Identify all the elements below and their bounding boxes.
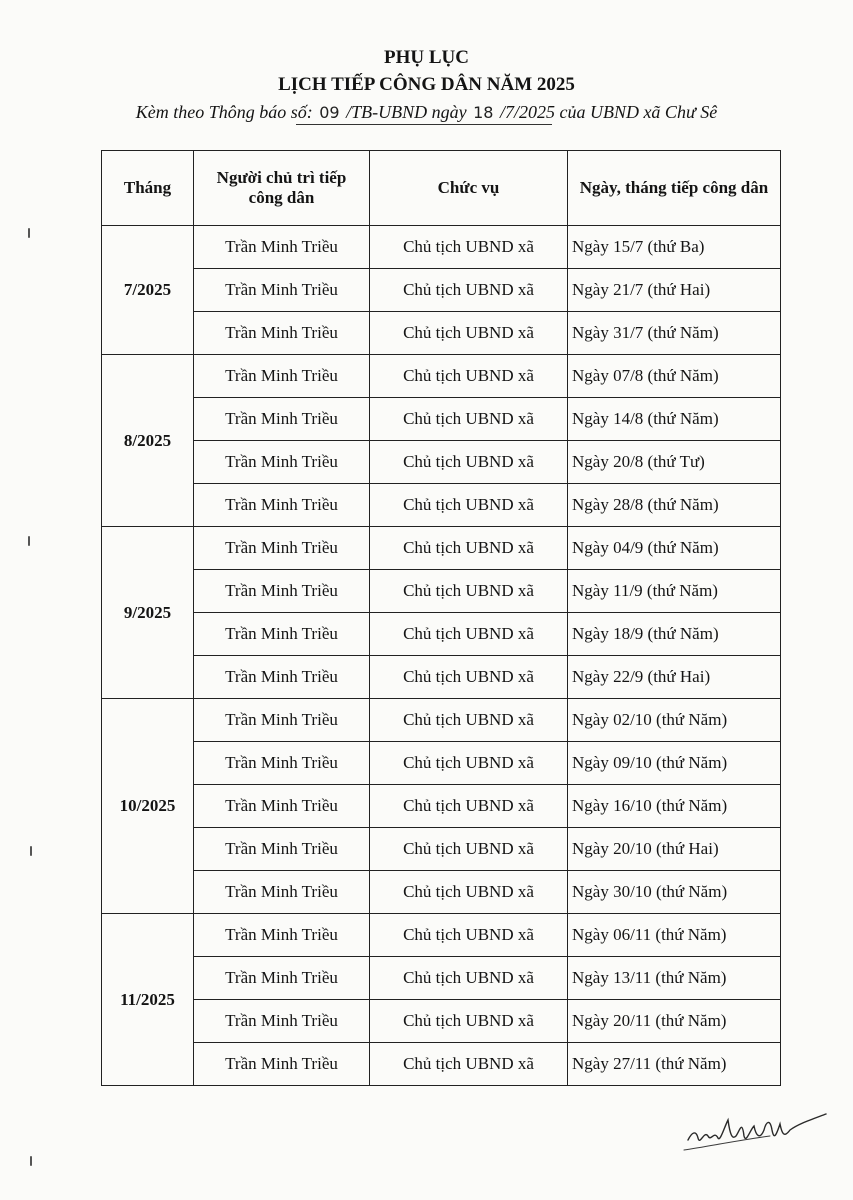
position-cell: Chủ tịch UBND xã <box>370 355 568 398</box>
table-row <box>102 1043 781 1086</box>
position-cell: Chủ tịch UBND xã <box>370 828 568 871</box>
host-name-cell: Trần Minh Triều <box>194 398 370 441</box>
signature <box>680 1100 830 1160</box>
header-host: Người chủ trì tiếp công dân <box>194 151 370 226</box>
table-row <box>102 312 781 355</box>
notice-day: 18 <box>473 103 494 122</box>
reception-date-cell: Ngày 11/9 (thứ Năm) <box>568 570 781 613</box>
position-cell: Chủ tịch UBND xã <box>370 1000 568 1043</box>
reference-underline <box>296 124 552 125</box>
position-cell: Chủ tịch UBND xã <box>370 613 568 656</box>
month-cell: 9/2025 <box>102 527 194 699</box>
position-cell: Chủ tịch UBND xã <box>370 269 568 312</box>
host-name-cell: Trần Minh Triều <box>194 742 370 785</box>
reference-suffix: /7/2025 của UBND xã Chư Sê <box>499 102 718 122</box>
table-row <box>102 957 781 1000</box>
reception-date-cell: Ngày 21/7 (thứ Hai) <box>568 269 781 312</box>
table-row <box>102 1000 781 1043</box>
host-name-cell: Trần Minh Triều <box>194 226 370 269</box>
reception-date-cell: Ngày 28/8 (thứ Năm) <box>568 484 781 527</box>
host-name-cell: Trần Minh Triều <box>194 441 370 484</box>
reception-date-cell: Ngày 20/11 (thứ Năm) <box>568 1000 781 1043</box>
position-cell: Chủ tịch UBND xã <box>370 871 568 914</box>
position-cell: Chủ tịch UBND xã <box>370 398 568 441</box>
table-row <box>102 656 781 699</box>
month-cell: 11/2025 <box>102 914 194 1086</box>
host-name-cell: Trần Minh Triều <box>194 785 370 828</box>
position-cell: Chủ tịch UBND xã <box>370 656 568 699</box>
host-name-cell: Trần Minh Triều <box>194 699 370 742</box>
header-date: Ngày, tháng tiếp công dân <box>568 151 781 226</box>
position-cell: Chủ tịch UBND xã <box>370 914 568 957</box>
reception-date-cell: Ngày 07/8 (thứ Năm) <box>568 355 781 398</box>
position-cell: Chủ tịch UBND xã <box>370 527 568 570</box>
table-row <box>102 828 781 871</box>
table-body <box>102 226 781 1086</box>
month-cell: 8/2025 <box>102 355 194 527</box>
table-row <box>102 484 781 527</box>
reception-date-cell: Ngày 27/11 (thứ Năm) <box>568 1043 781 1086</box>
reception-date-cell: Ngày 15/7 (thứ Ba) <box>568 226 781 269</box>
position-cell: Chủ tịch UBND xã <box>370 484 568 527</box>
reception-date-cell: Ngày 14/8 (thứ Năm) <box>568 398 781 441</box>
host-name-cell: Trần Minh Triều <box>194 828 370 871</box>
month-cell: 10/2025 <box>102 699 194 914</box>
header-position: Chức vụ <box>370 151 568 226</box>
table-row <box>102 699 781 742</box>
table-row <box>102 527 781 570</box>
document-reference <box>0 101 853 124</box>
position-cell: Chủ tịch UBND xã <box>370 785 568 828</box>
table-header-row <box>102 151 781 226</box>
scan-mark <box>30 846 32 856</box>
position-cell: Chủ tịch UBND xã <box>370 1043 568 1086</box>
reception-date-cell: Ngày 04/9 (thứ Năm) <box>568 527 781 570</box>
position-cell: Chủ tịch UBND xã <box>370 699 568 742</box>
scan-mark <box>28 228 30 238</box>
reference-prefix: Kèm theo Thông báo số: <box>135 102 313 122</box>
scan-mark <box>30 1156 32 1166</box>
reception-date-cell: Ngày 30/10 (thứ Năm) <box>568 871 781 914</box>
host-name-cell: Trần Minh Triều <box>194 656 370 699</box>
header-month: Tháng <box>102 151 194 226</box>
reception-date-cell: Ngày 20/8 (thứ Tư) <box>568 441 781 484</box>
table-row <box>102 441 781 484</box>
host-name-cell: Trần Minh Triều <box>194 355 370 398</box>
table-row <box>102 398 781 441</box>
reference-mid: /TB-UBND ngày <box>346 102 467 122</box>
host-name-cell: Trần Minh Triều <box>194 957 370 1000</box>
position-cell: Chủ tịch UBND xã <box>370 570 568 613</box>
scan-mark <box>28 536 30 546</box>
host-name-cell: Trần Minh Triều <box>194 1000 370 1043</box>
table-row <box>102 269 781 312</box>
host-name-cell: Trần Minh Triều <box>194 484 370 527</box>
table-row <box>102 742 781 785</box>
host-name-cell: Trần Minh Triều <box>194 613 370 656</box>
appendix-title: PHỤ LỤC <box>384 47 469 68</box>
host-name-cell: Trần Minh Triều <box>194 527 370 570</box>
position-cell: Chủ tịch UBND xã <box>370 441 568 484</box>
reception-date-cell: Ngày 16/10 (thứ Năm) <box>568 785 781 828</box>
reception-date-cell: Ngày 22/9 (thứ Hai) <box>568 656 781 699</box>
reception-date-cell: Ngày 18/9 (thứ Năm) <box>568 613 781 656</box>
table-row <box>102 613 781 656</box>
position-cell: Chủ tịch UBND xã <box>370 957 568 1000</box>
position-cell: Chủ tịch UBND xã <box>370 742 568 785</box>
reception-date-cell: Ngày 20/10 (thứ Hai) <box>568 828 781 871</box>
host-name-cell: Trần Minh Triều <box>194 269 370 312</box>
table-row <box>102 914 781 957</box>
reception-date-cell: Ngày 09/10 (thứ Năm) <box>568 742 781 785</box>
position-cell: Chủ tịch UBND xã <box>370 226 568 269</box>
reception-date-cell: Ngày 13/11 (thứ Năm) <box>568 957 781 1000</box>
reception-date-cell: Ngày 02/10 (thứ Năm) <box>568 699 781 742</box>
host-name-cell: Trần Minh Triều <box>194 570 370 613</box>
host-name-cell: Trần Minh Triều <box>194 1043 370 1086</box>
table-row <box>102 355 781 398</box>
reception-date-cell: Ngày 06/11 (thứ Năm) <box>568 914 781 957</box>
schedule-title: LỊCH TIẾP CÔNG DÂN NĂM 2025 <box>278 74 575 95</box>
table-row <box>102 226 781 269</box>
month-cell: 7/2025 <box>102 226 194 355</box>
table-row <box>102 785 781 828</box>
host-name-cell: Trần Minh Triều <box>194 871 370 914</box>
reception-date-cell: Ngày 31/7 (thứ Năm) <box>568 312 781 355</box>
notice-number: 09 <box>319 103 340 122</box>
citizen-reception-schedule-table <box>101 150 781 1086</box>
host-name-cell: Trần Minh Triều <box>194 914 370 957</box>
table-row <box>102 871 781 914</box>
table-row <box>102 570 781 613</box>
position-cell: Chủ tịch UBND xã <box>370 312 568 355</box>
host-name-cell: Trần Minh Triều <box>194 312 370 355</box>
